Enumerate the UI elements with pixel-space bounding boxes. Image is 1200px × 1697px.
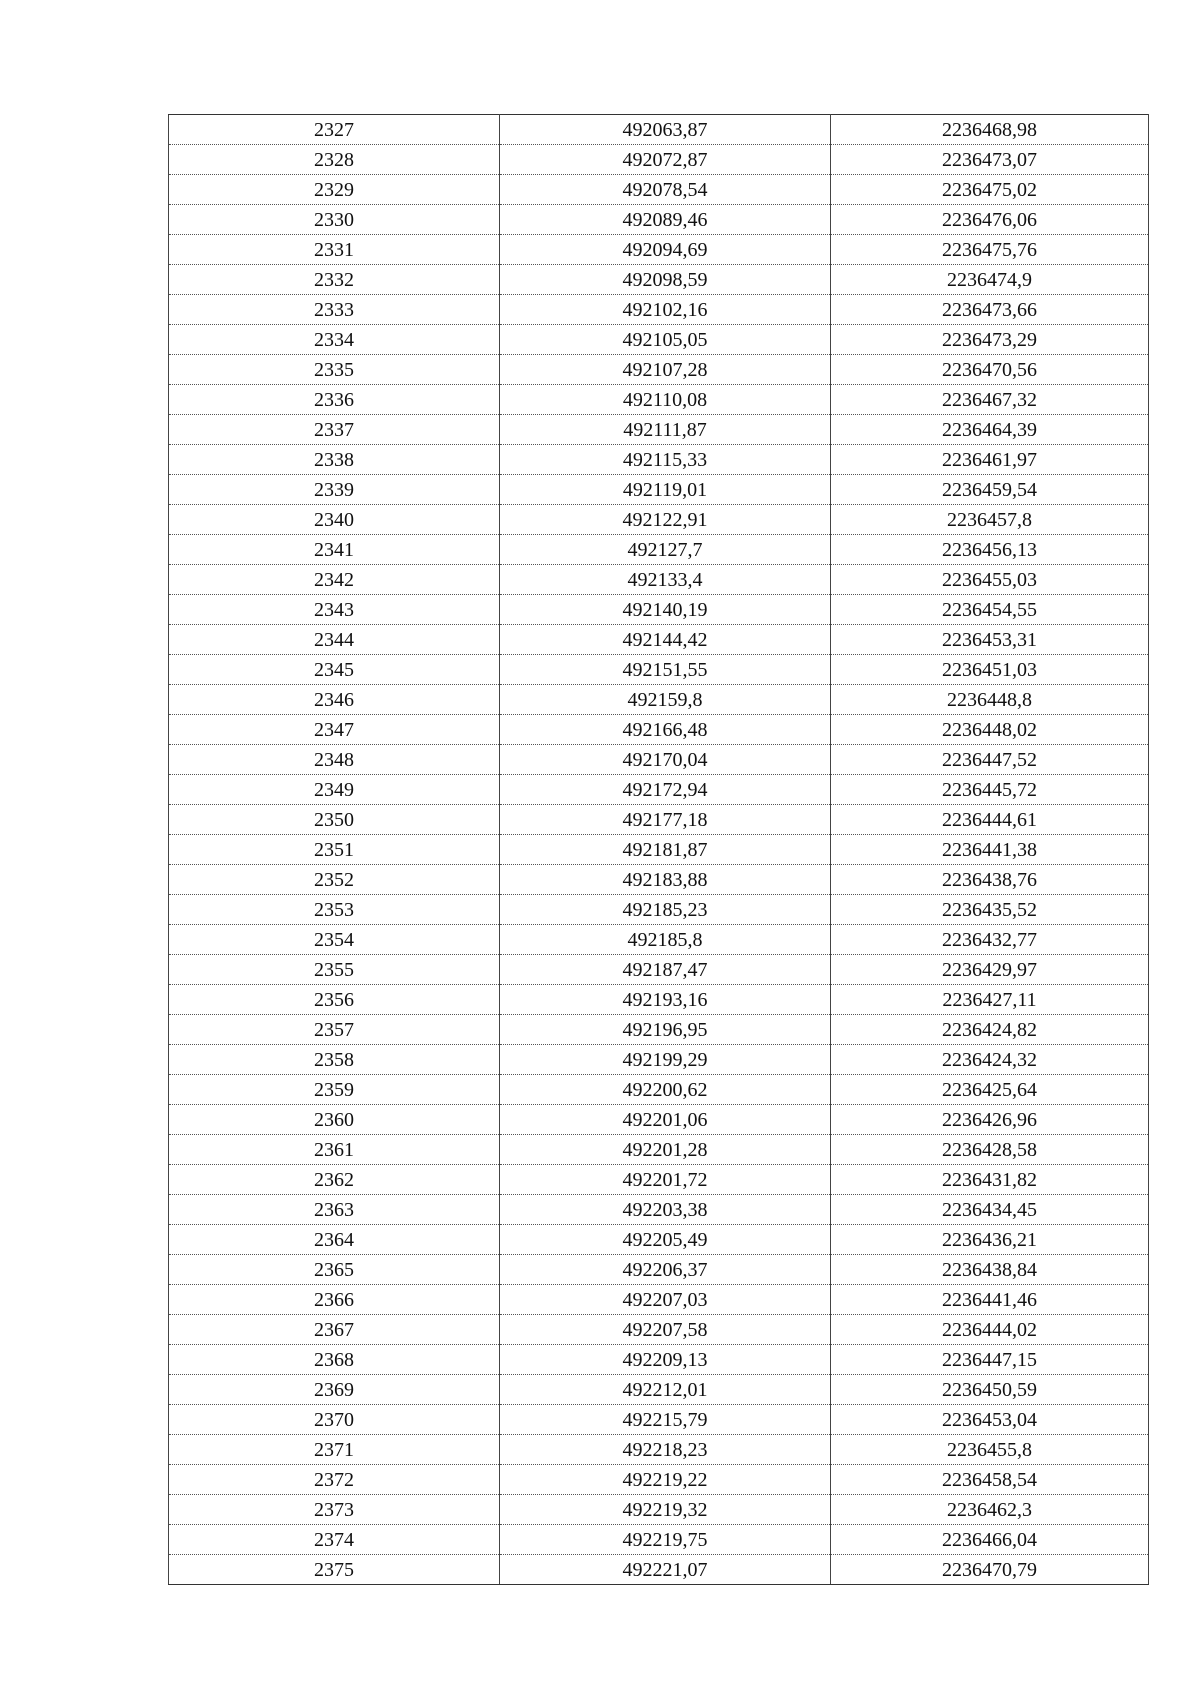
point-number-cell: 2357: [169, 1015, 500, 1045]
point-number-cell: 2347: [169, 715, 500, 745]
x-coordinate-cell: 492122,91: [500, 505, 831, 535]
table-row: [169, 715, 1149, 745]
y-coordinate-cell: 2236428,58: [831, 1135, 1149, 1165]
x-coordinate-cell: 492172,94: [500, 775, 831, 805]
x-coordinate-cell: 492089,46: [500, 205, 831, 235]
table-row: [169, 565, 1149, 595]
point-number-cell: 2366: [169, 1285, 500, 1315]
table-row: [169, 1075, 1149, 1105]
point-number-cell: 2364: [169, 1225, 500, 1255]
x-coordinate-cell: 492205,49: [500, 1225, 831, 1255]
x-coordinate-cell: 492193,16: [500, 985, 831, 1015]
point-number-cell: 2359: [169, 1075, 500, 1105]
point-number-cell: 2375: [169, 1555, 500, 1585]
y-coordinate-cell: 2236454,55: [831, 595, 1149, 625]
point-number-cell: 2342: [169, 565, 500, 595]
x-coordinate-cell: 492185,8: [500, 925, 831, 955]
point-number-cell: 2341: [169, 535, 500, 565]
table-row: [169, 775, 1149, 805]
point-number-cell: 2360: [169, 1105, 500, 1135]
point-number-cell: 2373: [169, 1495, 500, 1525]
point-number-cell: 2331: [169, 235, 500, 265]
y-coordinate-cell: 2236474,9: [831, 265, 1149, 295]
y-coordinate-cell: 2236424,82: [831, 1015, 1149, 1045]
table-row: [169, 1225, 1149, 1255]
table-row: [169, 1285, 1149, 1315]
table-row: [169, 1195, 1149, 1225]
y-coordinate-cell: 2236450,59: [831, 1375, 1149, 1405]
x-coordinate-cell: 492111,87: [500, 415, 831, 445]
point-number-cell: 2345: [169, 655, 500, 685]
point-number-cell: 2355: [169, 955, 500, 985]
x-coordinate-cell: 492201,06: [500, 1105, 831, 1135]
x-coordinate-cell: 492133,4: [500, 565, 831, 595]
table-row: [169, 1465, 1149, 1495]
x-coordinate-cell: 492199,29: [500, 1045, 831, 1075]
table-row: [169, 535, 1149, 565]
point-number-cell: 2369: [169, 1375, 500, 1405]
y-coordinate-cell: 2236468,98: [831, 115, 1149, 145]
point-number-cell: 2362: [169, 1165, 500, 1195]
point-number-cell: 2368: [169, 1345, 500, 1375]
x-coordinate-cell: 492219,22: [500, 1465, 831, 1495]
y-coordinate-cell: 2236424,32: [831, 1045, 1149, 1075]
x-coordinate-cell: 492177,18: [500, 805, 831, 835]
y-coordinate-cell: 2236448,8: [831, 685, 1149, 715]
point-number-cell: 2344: [169, 625, 500, 655]
x-coordinate-cell: 492078,54: [500, 175, 831, 205]
y-coordinate-cell: 2236438,76: [831, 865, 1149, 895]
table-row: [169, 1405, 1149, 1435]
table-row: [169, 955, 1149, 985]
table-row: [169, 625, 1149, 655]
y-coordinate-cell: 2236470,56: [831, 355, 1149, 385]
x-coordinate-cell: 492107,28: [500, 355, 831, 385]
point-number-cell: 2354: [169, 925, 500, 955]
table-row: [169, 505, 1149, 535]
y-coordinate-cell: 2236475,76: [831, 235, 1149, 265]
point-number-cell: 2338: [169, 445, 500, 475]
y-coordinate-cell: 2236455,03: [831, 565, 1149, 595]
table-row: [169, 1525, 1149, 1555]
point-number-cell: 2336: [169, 385, 500, 415]
point-number-cell: 2348: [169, 745, 500, 775]
x-coordinate-cell: 492203,38: [500, 1195, 831, 1225]
y-coordinate-cell: 2236451,03: [831, 655, 1149, 685]
y-coordinate-cell: 2236459,54: [831, 475, 1149, 505]
table-row: [169, 385, 1149, 415]
point-number-cell: 2356: [169, 985, 500, 1015]
point-number-cell: 2361: [169, 1135, 500, 1165]
y-coordinate-cell: 2236475,02: [831, 175, 1149, 205]
y-coordinate-cell: 2236438,84: [831, 1255, 1149, 1285]
point-number-cell: 2334: [169, 325, 500, 355]
point-number-cell: 2365: [169, 1255, 500, 1285]
table-row: [169, 265, 1149, 295]
y-coordinate-cell: 2236434,45: [831, 1195, 1149, 1225]
x-coordinate-cell: 492185,23: [500, 895, 831, 925]
x-coordinate-cell: 492151,55: [500, 655, 831, 685]
y-coordinate-cell: 2236453,04: [831, 1405, 1149, 1435]
table-row: [169, 1435, 1149, 1465]
table-row: [169, 205, 1149, 235]
point-number-cell: 2363: [169, 1195, 500, 1225]
point-number-cell: 2328: [169, 145, 500, 175]
y-coordinate-cell: 2236436,21: [831, 1225, 1149, 1255]
x-coordinate-cell: 492115,33: [500, 445, 831, 475]
x-coordinate-cell: 492196,95: [500, 1015, 831, 1045]
point-number-cell: 2349: [169, 775, 500, 805]
point-number-cell: 2337: [169, 415, 500, 445]
x-coordinate-cell: 492219,75: [500, 1525, 831, 1555]
y-coordinate-cell: 2236441,38: [831, 835, 1149, 865]
y-coordinate-cell: 2236427,11: [831, 985, 1149, 1015]
x-coordinate-cell: 492166,48: [500, 715, 831, 745]
point-number-cell: 2335: [169, 355, 500, 385]
table-row: [169, 1375, 1149, 1405]
x-coordinate-cell: 492219,32: [500, 1495, 831, 1525]
table-row: [169, 1345, 1149, 1375]
x-coordinate-cell: 492201,28: [500, 1135, 831, 1165]
x-coordinate-cell: 492098,59: [500, 265, 831, 295]
x-coordinate-cell: 492072,87: [500, 145, 831, 175]
x-coordinate-cell: 492200,62: [500, 1075, 831, 1105]
y-coordinate-cell: 2236456,13: [831, 535, 1149, 565]
y-coordinate-cell: 2236466,04: [831, 1525, 1149, 1555]
x-coordinate-cell: 492102,16: [500, 295, 831, 325]
table-row: [169, 415, 1149, 445]
y-coordinate-cell: 2236473,29: [831, 325, 1149, 355]
y-coordinate-cell: 2236473,07: [831, 145, 1149, 175]
table-row: [169, 1045, 1149, 1075]
table-row: [169, 355, 1149, 385]
x-coordinate-cell: 492094,69: [500, 235, 831, 265]
table-row: [169, 1315, 1149, 1345]
x-coordinate-cell: 492127,7: [500, 535, 831, 565]
table-row: [169, 145, 1149, 175]
point-number-cell: 2371: [169, 1435, 500, 1465]
point-number-cell: 2351: [169, 835, 500, 865]
y-coordinate-cell: 2236458,54: [831, 1465, 1149, 1495]
y-coordinate-cell: 2236455,8: [831, 1435, 1149, 1465]
x-coordinate-cell: 492105,05: [500, 325, 831, 355]
table-row: [169, 295, 1149, 325]
y-coordinate-cell: 2236457,8: [831, 505, 1149, 535]
point-number-cell: 2352: [169, 865, 500, 895]
y-coordinate-cell: 2236444,61: [831, 805, 1149, 835]
table-row: [169, 745, 1149, 775]
y-coordinate-cell: 2236435,52: [831, 895, 1149, 925]
point-number-cell: 2358: [169, 1045, 500, 1075]
point-number-cell: 2343: [169, 595, 500, 625]
x-coordinate-cell: 492212,01: [500, 1375, 831, 1405]
table-row: [169, 475, 1149, 505]
table-row: [169, 865, 1149, 895]
point-number-cell: 2367: [169, 1315, 500, 1345]
table-row: [169, 115, 1149, 145]
point-number-cell: 2332: [169, 265, 500, 295]
point-number-cell: 2329: [169, 175, 500, 205]
table-row: [169, 925, 1149, 955]
y-coordinate-cell: 2236431,82: [831, 1165, 1149, 1195]
table-row: [169, 175, 1149, 205]
y-coordinate-cell: 2236476,06: [831, 205, 1149, 235]
x-coordinate-cell: 492201,72: [500, 1165, 831, 1195]
table-row: [169, 1015, 1149, 1045]
x-coordinate-cell: 492215,79: [500, 1405, 831, 1435]
x-coordinate-cell: 492181,87: [500, 835, 831, 865]
y-coordinate-cell: 2236470,79: [831, 1555, 1149, 1585]
table-row: [169, 985, 1149, 1015]
y-coordinate-cell: 2236429,97: [831, 955, 1149, 985]
point-number-cell: 2340: [169, 505, 500, 535]
x-coordinate-cell: 492218,23: [500, 1435, 831, 1465]
y-coordinate-cell: 2236473,66: [831, 295, 1149, 325]
table-row: [169, 595, 1149, 625]
point-number-cell: 2374: [169, 1525, 500, 1555]
coordinates-table-body: [169, 115, 1149, 1585]
x-coordinate-cell: 492183,88: [500, 865, 831, 895]
x-coordinate-cell: 492110,08: [500, 385, 831, 415]
point-number-cell: 2333: [169, 295, 500, 325]
coordinates-table: [168, 114, 1149, 1585]
y-coordinate-cell: 2236461,97: [831, 445, 1149, 475]
y-coordinate-cell: 2236441,46: [831, 1285, 1149, 1315]
y-coordinate-cell: 2236467,32: [831, 385, 1149, 415]
table-row: [169, 325, 1149, 355]
table-row: [169, 235, 1149, 265]
table-row: [169, 1135, 1149, 1165]
x-coordinate-cell: 492144,42: [500, 625, 831, 655]
point-number-cell: 2327: [169, 115, 500, 145]
y-coordinate-cell: 2236453,31: [831, 625, 1149, 655]
x-coordinate-cell: 492140,19: [500, 595, 831, 625]
x-coordinate-cell: 492221,07: [500, 1555, 831, 1585]
table-row: [169, 655, 1149, 685]
y-coordinate-cell: 2236464,39: [831, 415, 1149, 445]
table-row: [169, 445, 1149, 475]
table-row: [169, 805, 1149, 835]
table-row: [169, 895, 1149, 925]
table-row: [169, 1495, 1149, 1525]
table-row: [169, 685, 1149, 715]
y-coordinate-cell: 2236448,02: [831, 715, 1149, 745]
y-coordinate-cell: 2236447,52: [831, 745, 1149, 775]
point-number-cell: 2372: [169, 1465, 500, 1495]
table-row: [169, 1555, 1149, 1585]
y-coordinate-cell: 2236445,72: [831, 775, 1149, 805]
x-coordinate-cell: 492207,58: [500, 1315, 831, 1345]
x-coordinate-cell: 492207,03: [500, 1285, 831, 1315]
y-coordinate-cell: 2236425,64: [831, 1075, 1149, 1105]
y-coordinate-cell: 2236447,15: [831, 1345, 1149, 1375]
point-number-cell: 2353: [169, 895, 500, 925]
y-coordinate-cell: 2236432,77: [831, 925, 1149, 955]
table-row: [169, 835, 1149, 865]
y-coordinate-cell: 2236462,3: [831, 1495, 1149, 1525]
x-coordinate-cell: 492119,01: [500, 475, 831, 505]
point-number-cell: 2370: [169, 1405, 500, 1435]
point-number-cell: 2346: [169, 685, 500, 715]
table-row: [169, 1105, 1149, 1135]
x-coordinate-cell: 492063,87: [500, 115, 831, 145]
x-coordinate-cell: 492159,8: [500, 685, 831, 715]
table-row: [169, 1255, 1149, 1285]
x-coordinate-cell: 492187,47: [500, 955, 831, 985]
x-coordinate-cell: 492209,13: [500, 1345, 831, 1375]
point-number-cell: 2330: [169, 205, 500, 235]
x-coordinate-cell: 492206,37: [500, 1255, 831, 1285]
table-row: [169, 1165, 1149, 1195]
point-number-cell: 2339: [169, 475, 500, 505]
x-coordinate-cell: 492170,04: [500, 745, 831, 775]
y-coordinate-cell: 2236426,96: [831, 1105, 1149, 1135]
point-number-cell: 2350: [169, 805, 500, 835]
y-coordinate-cell: 2236444,02: [831, 1315, 1149, 1345]
